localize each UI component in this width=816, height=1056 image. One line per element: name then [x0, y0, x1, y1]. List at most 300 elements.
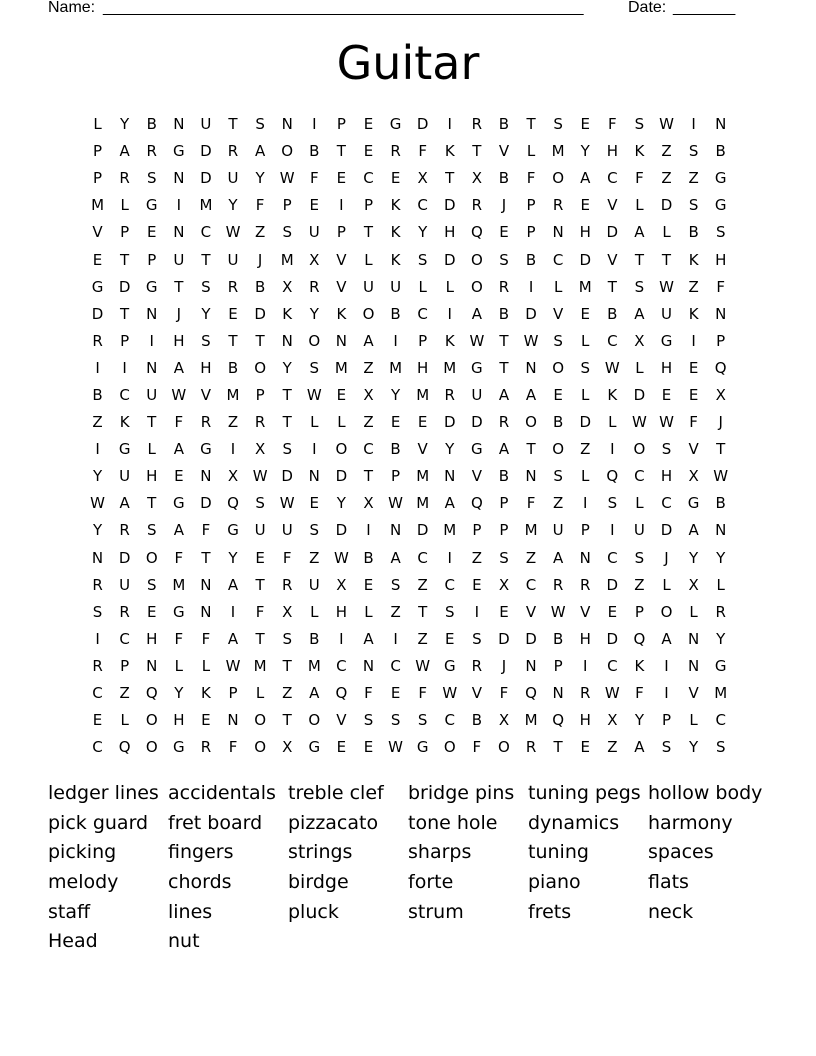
grid-letter: I [474, 602, 480, 621]
grid-letter: H [660, 358, 673, 377]
grid-letter: D [579, 413, 592, 432]
grid-letter: L [174, 656, 183, 675]
word-bank-item: birdge [288, 871, 349, 894]
word-bank-item: fingers [168, 841, 234, 864]
grid-letter: A [471, 304, 482, 323]
grid-letter: H [335, 602, 348, 621]
grid-letter: D [200, 169, 212, 188]
grid-row [84, 219, 734, 246]
grid-letter: G [173, 738, 185, 757]
grid-letter: D [416, 115, 429, 134]
grid-letter: K [119, 413, 130, 432]
grid-letter: H [173, 331, 185, 350]
grid-letter: S [201, 277, 211, 296]
grid-letter: I [664, 684, 669, 703]
grid-letter: U [227, 169, 239, 188]
grid-letter: M [199, 196, 213, 215]
grid-letter: B [92, 385, 103, 404]
grid-letter: F [499, 684, 509, 703]
grid-letter: G [471, 440, 483, 459]
grid-letter: P [580, 521, 590, 540]
grid-letter: L [635, 494, 644, 513]
grid-letter: A [173, 358, 184, 377]
grid-letter: T [282, 711, 292, 730]
word-bank-item: Head [48, 930, 98, 953]
grid-letter: S [282, 223, 292, 242]
grid-letter: S [688, 196, 699, 215]
grid-letter: U [254, 521, 266, 540]
grid-letter: X [309, 250, 320, 269]
grid-letter: T [363, 467, 374, 486]
grid-letter: K [688, 304, 699, 323]
grid-letter: I [149, 331, 154, 350]
grid-letter: A [173, 440, 184, 459]
grid-letter: T [228, 331, 238, 350]
grid-letter: S [580, 358, 590, 377]
grid-letter: F [689, 413, 698, 432]
grid-letter: T [499, 358, 509, 377]
grid-letter: G [416, 738, 429, 757]
word-bank-item: strings [288, 841, 353, 864]
grid-letter: E [336, 169, 347, 188]
grid-letter: P [120, 656, 130, 675]
grid-letter: I [95, 629, 100, 648]
grid-letter: A [444, 494, 455, 513]
grid-letter: L [581, 385, 590, 404]
grid-letter: F [201, 629, 211, 648]
grid-letter: I [339, 629, 344, 648]
grid-letter: W [713, 467, 729, 486]
grid-letter: C [661, 494, 672, 513]
grid-letter: T [120, 304, 130, 323]
grid-letter: M [307, 656, 321, 675]
grid-letter: S [417, 250, 428, 269]
grid-letter: G [200, 440, 212, 459]
grid-letter: K [390, 196, 401, 215]
grid-letter: T [255, 575, 265, 594]
grid-letter: E [472, 575, 482, 594]
grid-letter: A [661, 629, 672, 648]
grid-letter: W [415, 656, 431, 675]
grid-letter: B [498, 304, 510, 323]
grid-letter: T [282, 656, 292, 675]
grid-letter: O [525, 413, 537, 432]
grid-letter: O [552, 440, 565, 459]
grid-letter: W [659, 413, 674, 432]
grid-letter: U [390, 277, 402, 296]
grid-letter: P [472, 521, 482, 540]
grid-letter: D [281, 467, 293, 486]
grid-letter: S [634, 277, 645, 296]
grid-letter: Z [417, 629, 428, 648]
grid-letter: U [308, 223, 320, 242]
grid-letter: V [525, 602, 537, 621]
grid-letter: H [146, 467, 158, 486]
grid-letter: F [201, 521, 211, 540]
grid-letter: S [363, 711, 374, 730]
grid-letter: A [525, 385, 537, 404]
grid-letter: N [281, 115, 293, 134]
grid-row [84, 328, 734, 355]
grid-letter: Y [92, 521, 103, 540]
grid-letter: V [336, 277, 347, 296]
grid-letter: P [120, 223, 130, 242]
grid-letter: F [309, 169, 319, 188]
grid-letter: Z [363, 358, 374, 377]
grid-letter: Q [552, 711, 565, 730]
grid-letter: L [716, 575, 725, 594]
grid-letter: D [91, 304, 104, 323]
grid-letter: P [255, 385, 265, 404]
grid-letter: S [553, 331, 563, 350]
grid-letter: Q [335, 684, 348, 703]
grid-letter: P [363, 196, 373, 215]
grid-letter: G [145, 277, 158, 296]
grid-letter: V [336, 250, 347, 269]
grid-letter: N [525, 467, 537, 486]
grid-letter: U [119, 575, 131, 594]
grid-letter: E [336, 738, 347, 757]
grid-letter: Y [282, 358, 292, 377]
grid-letter: R [200, 413, 212, 432]
grid-letter: V [200, 385, 212, 404]
grid-letter: F [526, 169, 536, 188]
grid-letter: Q [145, 684, 158, 703]
grid-row [84, 463, 734, 490]
grid-letter: Y [634, 711, 644, 730]
header [48, 0, 748, 22]
grid-letter: W [90, 494, 105, 513]
grid-letter: R [498, 413, 510, 432]
grid-letter: P [499, 521, 509, 540]
grid-letter: X [417, 169, 428, 188]
grid-letter: T [634, 250, 644, 269]
grid-letter: I [366, 521, 371, 540]
grid-letter: E [553, 385, 563, 404]
grid-letter: S [445, 602, 455, 621]
grid-letter: T [282, 385, 292, 404]
word-bank-item: chords [168, 871, 232, 894]
grid-letter: E [499, 602, 509, 621]
grid-letter: T [661, 250, 672, 269]
grid-letter: M [226, 385, 240, 404]
grid-letter: R [92, 656, 103, 675]
grid-row [84, 111, 734, 138]
grid-letter: Z [553, 494, 564, 513]
grid-letter: E [580, 738, 590, 757]
word-bank-item: tone hole [408, 811, 498, 834]
grid-letter: H [200, 358, 212, 377]
grid-letter: R [580, 575, 591, 594]
grid-letter: W [171, 385, 187, 404]
grid-row [84, 599, 734, 626]
grid-letter: H [715, 250, 727, 269]
grid-letter: B [146, 115, 157, 134]
grid-letter: N [146, 358, 158, 377]
grid-letter: M [416, 494, 430, 513]
grid-letter: C [607, 656, 618, 675]
grid-letter: Y [309, 304, 319, 323]
grid-letter: A [634, 738, 645, 757]
grid-letter: M [389, 358, 403, 377]
grid-letter: O [254, 738, 267, 757]
grid-letter: S [607, 494, 618, 513]
grid-letter: L [201, 656, 211, 675]
grid-letter: Z [282, 684, 293, 703]
grid-letter: B [607, 304, 618, 323]
grid-letter: W [388, 738, 403, 757]
grid-letter: Z [92, 413, 103, 432]
grid-letter: W [388, 494, 403, 513]
grid-letter: N [715, 521, 727, 540]
grid-letter: E [146, 602, 157, 621]
grid-row [84, 274, 734, 301]
grid-letter: T [147, 494, 157, 513]
grid-letter: L [93, 115, 102, 134]
grid-letter: Z [119, 684, 130, 703]
grid-letter: R [119, 602, 130, 621]
grid-row [84, 680, 734, 707]
grid-letter: F [418, 684, 427, 703]
grid-letter: K [201, 684, 211, 703]
grid-letter: N [552, 684, 564, 703]
grid-letter: N [579, 548, 591, 567]
grid-letter: B [715, 494, 726, 513]
grid-letter: I [583, 494, 588, 513]
grid-letter: V [688, 440, 699, 459]
grid-letter: Z [254, 223, 266, 242]
grid-letter: J [664, 548, 669, 567]
grid-letter: R [471, 656, 483, 675]
grid-letter: G [227, 521, 239, 540]
grid-letter: D [335, 467, 348, 486]
grid-letter: E [92, 250, 103, 269]
grid-letter: K [607, 385, 618, 404]
grid-letter: B [363, 548, 374, 567]
grid-letter: W [279, 169, 295, 188]
grid-letter: Y [418, 223, 428, 242]
grid-letter: Z [580, 440, 591, 459]
grid-letter: D [606, 629, 619, 648]
grid-letter: U [173, 250, 185, 269]
grid-letter: N [146, 656, 158, 675]
grid-letter: S [472, 629, 482, 648]
grid-letter: B [254, 277, 266, 296]
date-blank-line: _______ [673, 0, 736, 16]
grid-letter: O [362, 304, 375, 323]
grid-letter: P [282, 196, 292, 215]
grid-letter: H [146, 629, 158, 648]
grid-letter: K [634, 656, 645, 675]
grid-letter: E [607, 602, 618, 621]
grid-letter: L [310, 413, 319, 432]
grid-letter: Y [716, 629, 726, 648]
grid-letter: L [689, 711, 698, 730]
grid-letter: M [172, 575, 186, 594]
word-bank-item: strum [408, 900, 464, 923]
grid-letter: F [608, 115, 617, 134]
grid-letter: J [501, 656, 507, 675]
grid-letter: L [635, 196, 644, 215]
grid-letter: U [227, 250, 239, 269]
grid-letter: L [662, 575, 671, 594]
grid-letter: Z [390, 602, 401, 621]
grid-letter: S [390, 711, 401, 730]
grid-letter: O [633, 440, 646, 459]
grid-letter: B [498, 169, 510, 188]
grid-row [84, 490, 734, 517]
grid-letter: M [416, 467, 430, 486]
grid-letter: H [579, 711, 591, 730]
grid-letter: R [498, 277, 510, 296]
grid-row [84, 436, 734, 463]
word-bank-item: neck [648, 900, 694, 923]
grid-letter: C [417, 548, 428, 567]
grid-letter: Z [309, 548, 320, 567]
grid-letter: C [119, 629, 130, 648]
grid-letter: B [471, 711, 482, 730]
word-bank-item: harmony [648, 811, 733, 834]
grid-letter: D [579, 250, 592, 269]
grid-letter: M [524, 521, 538, 540]
grid-letter: V [471, 684, 482, 703]
grid-letter: E [228, 304, 238, 323]
grid-letter: Q [227, 494, 239, 513]
grid-letter: R [146, 142, 157, 161]
grid-letter: P [499, 494, 509, 513]
grid-letter: R [580, 684, 591, 703]
grid-letter: Q [470, 494, 483, 513]
grid-letter: Z [661, 142, 672, 161]
grid-letter: C [715, 711, 726, 730]
grid-letter: L [364, 250, 373, 269]
grid-letter: V [607, 196, 618, 215]
grid-letter: O [145, 738, 158, 757]
word-bank-item: tuning pegs [528, 782, 641, 804]
grid-letter: P [93, 169, 103, 188]
grid-letter: B [309, 629, 320, 648]
grid-letter: T [282, 413, 292, 432]
grid-letter: T [526, 440, 536, 459]
grid-letter: S [499, 548, 509, 567]
grid-letter: S [282, 440, 292, 459]
grid-row [84, 734, 734, 761]
grid-letter: E [390, 684, 401, 703]
grid-letter: K [390, 223, 401, 242]
word-bank-item: pick guard [48, 811, 149, 834]
grid-letter: D [525, 629, 537, 648]
grid-letter: U [362, 277, 374, 296]
grid-letter: S [499, 250, 509, 269]
grid-letter: W [306, 385, 322, 404]
grid-letter: E [688, 385, 699, 404]
grid-letter: N [444, 467, 456, 486]
grid-letter: B [390, 304, 401, 323]
grid-letter: V [471, 467, 482, 486]
grid-letter: C [363, 440, 374, 459]
grid-letter: I [393, 629, 398, 648]
grid-row [84, 246, 734, 273]
grid-letter: L [445, 277, 454, 296]
grid-letter: Y [716, 548, 726, 567]
grid-letter: W [469, 331, 485, 350]
grid-letter: I [583, 656, 588, 675]
grid-letter: S [92, 602, 103, 621]
grid-letter: W [333, 548, 349, 567]
grid-letter: C [336, 656, 347, 675]
grid-letter: Z [471, 548, 482, 567]
grid-letter: L [608, 413, 617, 432]
grid-letter: O [335, 440, 348, 459]
grid-letter: X [254, 440, 266, 459]
grid-letter: X [227, 467, 239, 486]
grid-letter: M [524, 711, 538, 730]
grid-letter: U [661, 304, 672, 323]
grid-letter: S [553, 115, 563, 134]
grid-letter: B [715, 142, 726, 161]
grid-letter: W [632, 413, 647, 432]
grid-letter: D [606, 575, 619, 594]
grid-letter: F [472, 738, 482, 757]
grid-letter: T [607, 277, 617, 296]
grid-letter: R [119, 521, 130, 540]
grid-letter: T [228, 115, 238, 134]
grid-letter: S [661, 440, 672, 459]
grid-letter: Z [363, 413, 374, 432]
grid-letter: H [417, 358, 429, 377]
grid-letter: R [471, 115, 483, 134]
grid-letter: E [336, 385, 347, 404]
grid-row [84, 409, 734, 436]
grid-letter: A [553, 548, 564, 567]
grid-letter: K [390, 250, 401, 269]
grid-letter: G [443, 656, 456, 675]
grid-letter: N [308, 467, 320, 486]
grid-letter: V [92, 223, 103, 242]
grid-letter: E [363, 575, 374, 594]
grid-row [84, 626, 734, 653]
grid-letter: D [471, 413, 483, 432]
grid-letter: T [472, 142, 482, 161]
grid-letter: H [444, 223, 456, 242]
grid-letter: E [309, 196, 320, 215]
grid-letter: G [660, 331, 673, 350]
grid-letter: P [526, 223, 536, 242]
grid-letter: L [120, 711, 129, 730]
grid-letter: R [390, 142, 401, 161]
grid-letter: S [309, 358, 320, 377]
grid-letter: W [550, 602, 566, 621]
grid-letter: N [525, 358, 537, 377]
grid-letter: X [498, 575, 510, 594]
grid-letter: I [95, 440, 100, 459]
grid-letter: E [390, 413, 401, 432]
grid-letter: G [173, 142, 185, 161]
grid-letter: V [688, 684, 699, 703]
grid-letter: D [200, 494, 212, 513]
grid-letter: T [174, 277, 184, 296]
grid-letter: Y [255, 169, 265, 188]
name-blank-line: ______________________________________________________ [103, 0, 584, 16]
grid-letter: N [146, 304, 158, 323]
grid-letter: S [715, 738, 726, 757]
grid-letter: P [661, 711, 672, 730]
grid-letter: Y [228, 548, 238, 567]
grid-letter: D [254, 304, 266, 323]
word-bank [48, 779, 768, 957]
grid-letter: F [526, 494, 536, 513]
grid-letter: F [174, 413, 184, 432]
